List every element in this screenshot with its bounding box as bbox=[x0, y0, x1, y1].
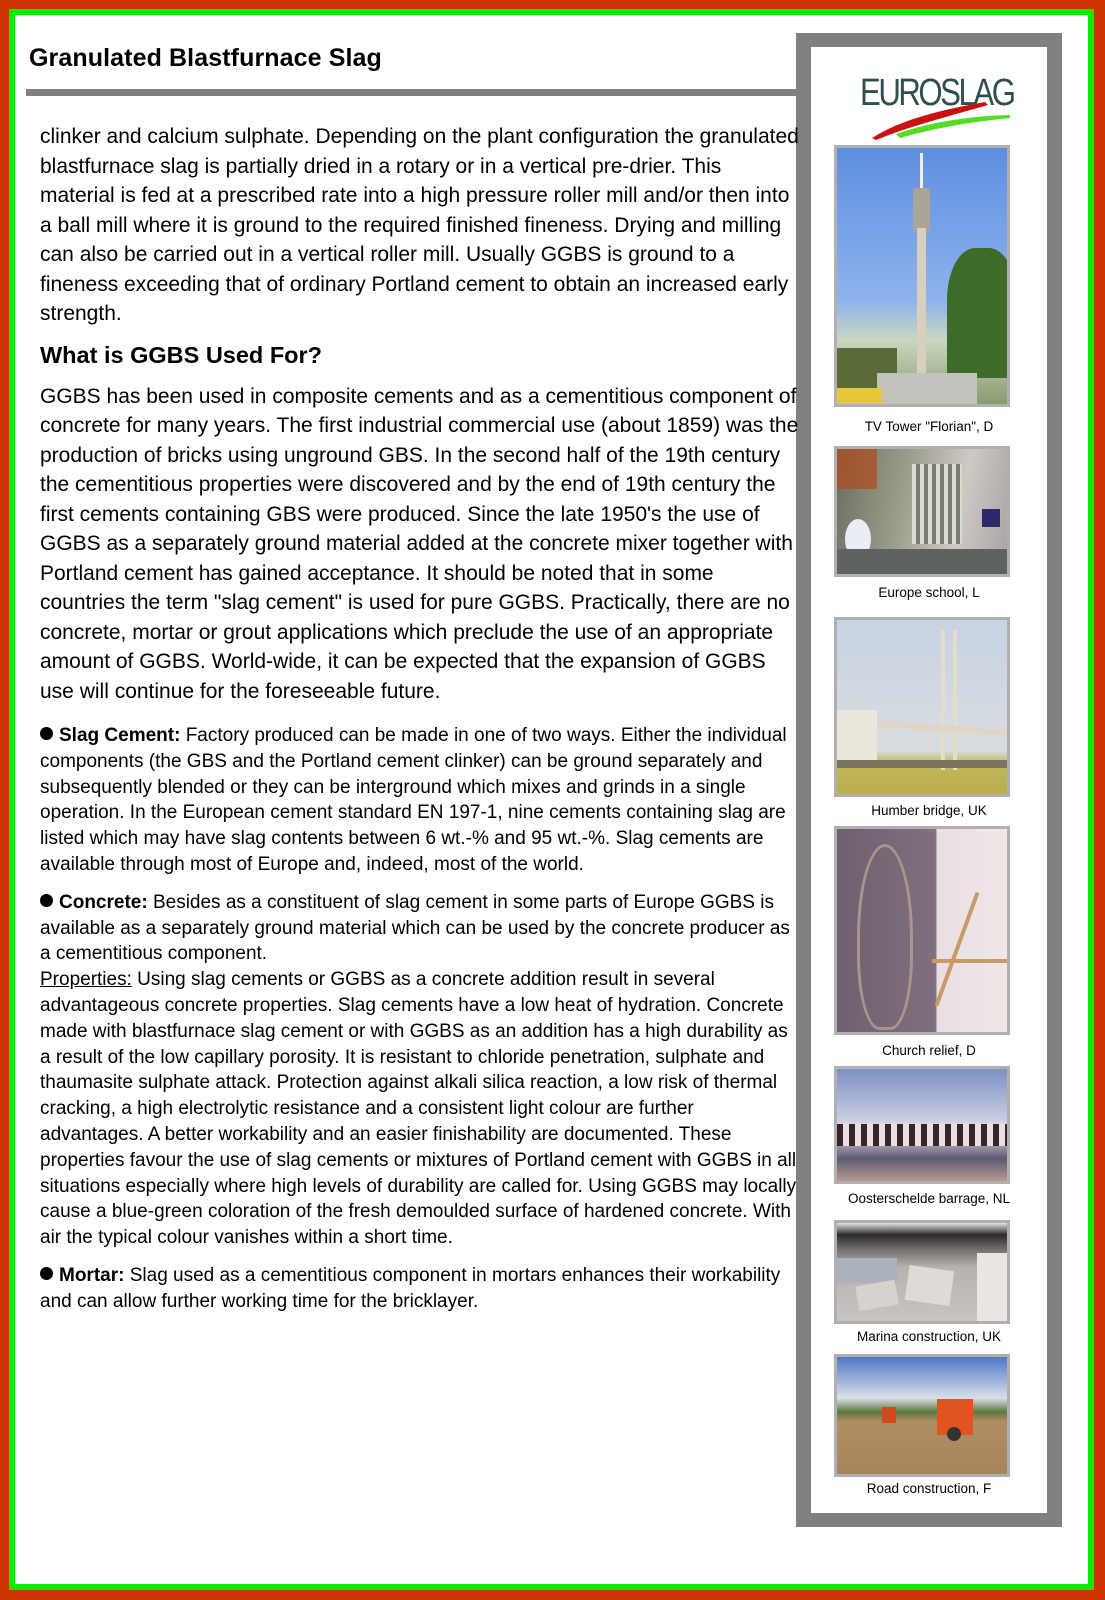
main-content bbox=[40, 122, 800, 1315]
bullet-text: Factory produced can be made in one of two ways. Either the individual components (the GBS and the Portland cement clinker) can be ground separately and subsequently blended or they can be interground which mixes and grinds in a single operation. In the European cement standard EN 197-1, nine cements containing slag are listed which may have slag contents between 6 wt.-% and 95 wt.-%. Slag cements are available through most of Europe and, indeed, most of the world. bbox=[40, 725, 787, 875]
section-paragraph: GGBS has been used in composite cements and as a cementitious component of concrete for many years. The first industrial commercial use (about 1859) was the production of bricks using unground GBS. In the second half of the 19th century the cementitious properties were discovered and by the end of 19th century the first cements containing GBS were produced. Since the late 1950's the use of GGBS as a separately ground material added at the concrete mixer together with Portland cement has gained acceptance. It should be noted that in some countries the term "slag cement" is used for pure GGBS. Practically, there are no concrete, mortar or grout applications which preclude the use of an appropriate amount of GGBS. World-wide, it can be expected that the expansion of GGBS use will continue for the foreseeable future. bbox=[40, 384, 799, 703]
bullet-icon bbox=[40, 1267, 53, 1280]
properties-text: Using slag cements or GGBS as a concrete addition result in several advantageous concrete properties. Slag cements have a low heat of hydration. Concrete made with blastfurnace slag cement or with GGBS as an addition has a high durability as a result of the low capillary porosity. It is resistant to chloride penetration, sulphate and thaumasite sulphate attack. Protection against alkali silica reaction, a low risk of thermal cracking, a high electrolytic resistance and a consistent light colour are further advantages. A better workability and an easier finishability are documented. These properties favour the use of slag cements or mixtures of Portland cement with GGBS in all situations especially where high levels of durability are called for. Using GGBS may locally cause a blue-green coloration of the fresh demoulded surface of hardened concrete. With air the typical colour vanishes within a short time. bbox=[40, 969, 797, 1249]
section-heading: What is GGBS Used For? bbox=[40, 341, 323, 368]
photo-oosterschelde-barrage bbox=[834, 1066, 1010, 1184]
photo-caption: Humber bridge, UK bbox=[871, 803, 987, 818]
bullet-slag-cement bbox=[40, 723, 800, 878]
bullet-text: Slag used as a cementitious component in mortars enhances their workability and can allow further working time for the bricklayer. bbox=[40, 1264, 781, 1312]
photo-caption: Road construction, F bbox=[866, 1481, 992, 1496]
intro-paragraph: clinker and calcium sulphate. Depending on the plant configuration the granulated blastfurnace slag is partially dried in a rotary or in a vertical pre-drier. This material is fed at a prescribed rate into a high pressure roller mill and/or then into a ball mill where it is ground to the required finished fineness. Drying and milling can also be carried out in a vertical roller mill. Usually GGBS is ground to a fineness exceeding that of ordinary Portland cement to obtain an increased early strength. bbox=[40, 125, 799, 325]
photo-caption: Marina construction, UK bbox=[856, 1329, 1002, 1344]
photo-caption: Europe school, L bbox=[878, 585, 980, 600]
bullet-icon bbox=[40, 894, 53, 907]
photo-tv-tower bbox=[834, 145, 1010, 407]
bullet-concrete bbox=[40, 890, 800, 1251]
page-title: Granulated Blastfurnace Slag bbox=[29, 44, 382, 72]
bullet-label: Concrete: bbox=[59, 891, 148, 913]
bullet-label: Mortar: bbox=[59, 1264, 125, 1286]
photo-europe-school bbox=[834, 446, 1010, 577]
photo-caption: Church relief, D bbox=[882, 1043, 976, 1058]
euroslag-logo bbox=[860, 72, 1014, 142]
photo-caption: Oosterschelde barrage, NL bbox=[847, 1191, 1011, 1206]
bullet-label: Slag Cement: bbox=[59, 725, 181, 746]
bullet-text: Besides as a constituent of slag cement in some parts of Europe GGBS is available as a separately ground material which can be used by the concrete producer as a cementitious component. bbox=[40, 891, 790, 965]
photo-humber-bridge bbox=[834, 617, 1010, 797]
bullet-mortar bbox=[40, 1263, 800, 1315]
logo-swoosh-icon bbox=[860, 72, 1010, 142]
photo-church-relief bbox=[834, 826, 1010, 1035]
properties-label: Properties: bbox=[40, 969, 132, 991]
photo-marina-construction bbox=[834, 1220, 1010, 1324]
photo-caption: TV Tower "Florian", D bbox=[864, 419, 994, 434]
logo-text: EUROSLAG bbox=[860, 72, 1014, 114]
photo-road-construction bbox=[834, 1354, 1010, 1477]
bullet-icon bbox=[40, 727, 53, 740]
title-rule bbox=[26, 89, 846, 96]
